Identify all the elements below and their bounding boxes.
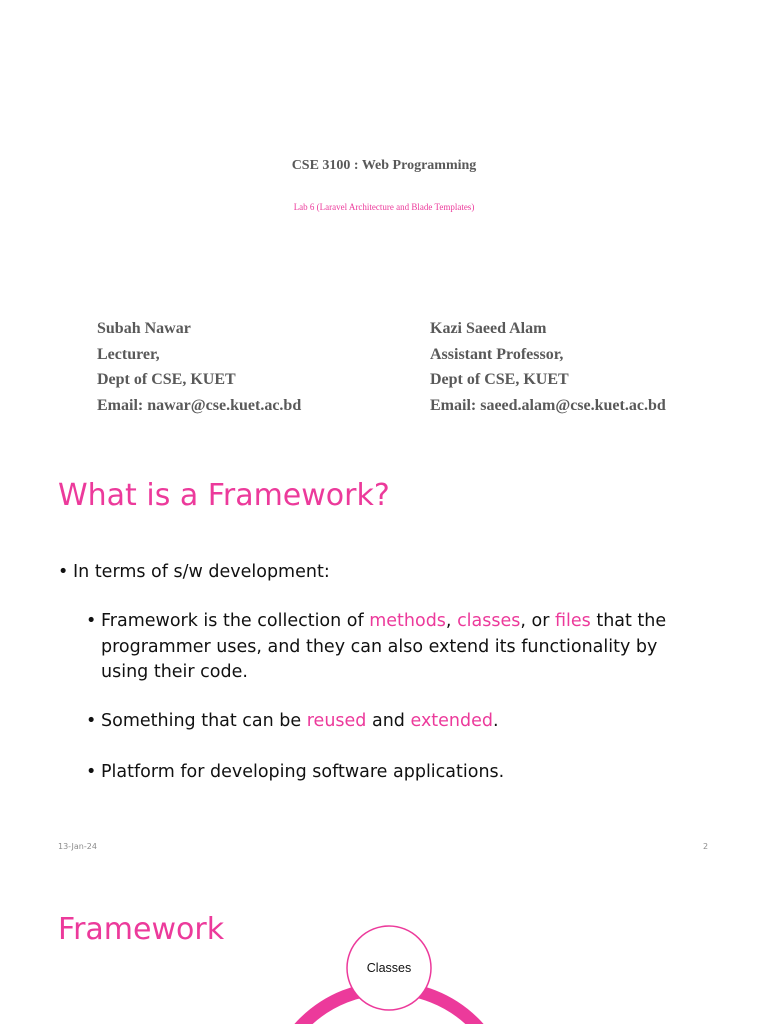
- title-slide: [0, 0, 768, 440]
- node-label: Classes: [366, 961, 412, 975]
- framework-diagram-slide: [0, 870, 768, 1024]
- slide-heading: What is a Framework?: [58, 478, 390, 513]
- bullet-text-suffix: .: [493, 711, 499, 731]
- bullet-text-sep: ,: [445, 611, 458, 631]
- bullet-text: Platform for developing software applications.: [101, 762, 505, 782]
- bullet-text-prefix: Framework is the collection of: [101, 611, 370, 631]
- footer-page-number: 2: [703, 842, 709, 851]
- framework-definition-slide: [0, 440, 768, 870]
- bullet-reused: [86, 709, 701, 735]
- slide-heading: Framework: [58, 912, 225, 947]
- footer-date: 13-Jan-24: [58, 842, 97, 851]
- bullet-icon: •: [86, 611, 97, 631]
- bullet-text-suffix: that the programmer uses, and they can also extend its functionality by using their code.: [101, 611, 667, 682]
- bullet-text-mid: and: [366, 711, 411, 731]
- bullet-icon: •: [86, 762, 97, 782]
- author-block-right: [430, 316, 666, 418]
- bullet-terms: [58, 560, 673, 586]
- highlight-methods: methods: [369, 611, 446, 631]
- author-title: Assistant Professor,: [430, 345, 564, 363]
- bullet-text-prefix: Something that can be: [101, 711, 307, 731]
- author-email: Email: nawar@cse.kuet.ac.bd: [97, 396, 302, 414]
- highlight-extended: extended: [410, 711, 494, 731]
- bullet-icon: •: [58, 562, 69, 582]
- bullet-text: In terms of s/w development:: [73, 562, 330, 582]
- diagram-node-classes: [347, 926, 431, 1010]
- author-name: Kazi Saeed Alam: [430, 320, 547, 337]
- bullet-framework: [86, 609, 701, 686]
- author-email: Email: saeed.alam@cse.kuet.ac.bd: [430, 396, 666, 414]
- bullet-text-sep: , or: [520, 611, 555, 631]
- author-name: Subah Nawar: [97, 320, 191, 337]
- author-block-left: [97, 316, 301, 418]
- framework-cycle-diagram: [0, 870, 768, 1024]
- author-dept: Dept of CSE, KUET: [430, 371, 569, 388]
- bullet-icon: •: [86, 711, 97, 731]
- course-title: CSE 3100 : Web Programming: [291, 158, 477, 173]
- highlight-files: files: [554, 611, 591, 631]
- author-title: Lecturer,: [97, 345, 160, 363]
- lab-title: Lab 6 (Laravel Architecture and Blade Templates): [293, 202, 475, 212]
- author-dept: Dept of CSE, KUET: [97, 371, 236, 388]
- highlight-reused: reused: [306, 711, 367, 731]
- highlight-classes: classes: [457, 611, 521, 631]
- bullet-platform: [86, 760, 701, 786]
